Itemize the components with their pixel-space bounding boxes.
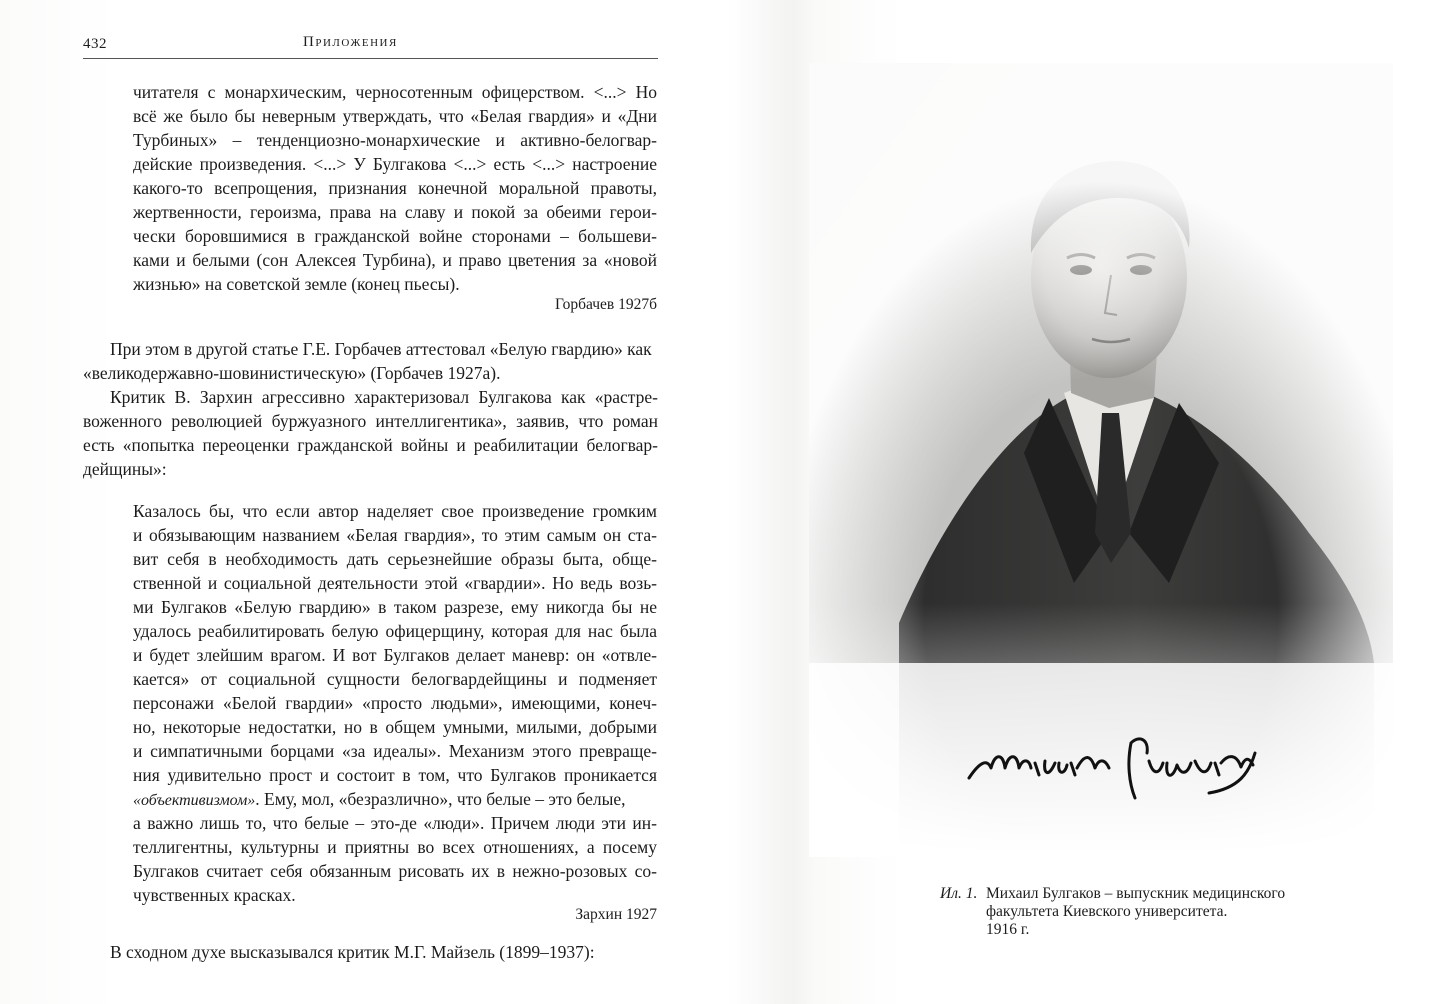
running-head: Приложения [303, 34, 398, 50]
quote2-line: вит себя в необходимость дать серьезнейшие образы быта, обще- [133, 549, 657, 569]
quote2-line: удалось реабилитировать белую офицерщину, которая для нас была [133, 621, 657, 641]
quote1-line: ками и белыми (сон Алексея Турбина), и право цветения за «новой [133, 250, 657, 270]
body-line: дейщины»: [83, 459, 167, 479]
quote2-line: Булгаков считает себя обязанным рисовать их в нежно-розовых со- [133, 861, 657, 881]
quote1-line: жертвенности, героизма, права на славу и покой за обеими герои- [133, 202, 657, 222]
caption-line: 1916 г. [986, 921, 1030, 938]
caption-label: Ил. 1. [940, 885, 978, 902]
page-header [83, 28, 658, 59]
quote2-line-mixed [133, 788, 657, 812]
caption-line: факультета Киевского университета. [986, 903, 1228, 920]
quote2-line: чувственных красках. [133, 885, 296, 905]
quote2-line: ственной и социальной деятельности этой «гвардии». Но ведь возь- [133, 573, 657, 593]
quote2-line: ния удивительно прост и состоит в том, что Булгаков проникается [133, 765, 657, 785]
quote2-line: а важно лишь то, что белые – это-де «люди». Причем люди эти ин- [133, 813, 657, 833]
caption-line: Михаил Булгаков – выпускник медицинского [986, 885, 1286, 902]
quote2-line: ми Булгаков «Белую гвардию» в таком разрезе, ему никогда бы не [133, 597, 657, 617]
quote1-line: какого-то всепрощения, признания конечной моральной правоты, [133, 178, 657, 198]
quote2-line: персонажи «Белой гвардии» «просто людьми», имеющими, конеч- [133, 693, 657, 713]
body-line: При этом в другой статье Г.Е. Горбачев аттестовал «Белую гвардию» как [110, 339, 652, 359]
quote1-line: всё же было бы неверным утверждать, что «Белая гвардия» и «Дни [133, 106, 657, 126]
emphasized-word: «объективизмом» [133, 792, 256, 809]
quote1-line: дейские произведения. <...> У Булгакова <...> есть <...> настроение [133, 154, 657, 174]
body-line: воженного революцией буржуазного интеллигентика», заявив, что роман [83, 411, 658, 431]
body-line: «великодержавно-шовинистическую» (Горбачев 1927а). [83, 363, 501, 383]
body-line: Критик В. Зархин агрессивно характеризовал Булгакова как «растре- [110, 387, 658, 407]
quote1-line: жизнью» на советской земле (конец пьесы). [133, 274, 460, 294]
quote1-line: чески боровшимися в гражданской войне сторонами – большеви- [133, 226, 657, 246]
quote1-source: Горбачев 1927б [555, 296, 657, 313]
quote1-line: Турбиных» – тенденциозно-монархические и активно-белогвар- [133, 130, 657, 150]
portrait-photo [809, 63, 1393, 857]
quote2-line: и обязывающим названием «Белая гвардия», то этим самым он ста- [133, 525, 657, 545]
quote2-line: но, некоторые недостатки, но в общем умными, милыми, добрыми [133, 717, 657, 737]
body-line: есть «попытка переоценки гражданской войны и реабилитации белогвар- [83, 435, 658, 455]
quote1-line: читателя с монархическим, черносотенным офицерством. <...> Но [133, 82, 657, 102]
quote2-line: и симпатичными борцами «за идеалы». Механизм этого превраще- [133, 741, 657, 761]
quote2-line: кается» от социальной сущности белогвардейщины и подменяет [133, 669, 657, 689]
page-number: 432 [83, 36, 107, 52]
body-line: В сходном духе высказывался критик М.Г. Майзель (1899–1937): [110, 942, 595, 962]
quote2-line-rest: . Ему, мол, «безразлично», что белые – это белые, [255, 789, 626, 809]
quote2-line: теллигентны, культурны и приятны во всех отношениях, а посему [133, 837, 657, 857]
quote2-source: Зархин 1927 [575, 906, 657, 923]
quote2-line: и будет злейшим врагом. И вот Булгаков делает маневр: он «отвле- [133, 645, 657, 665]
quote2-line: Казалось бы, что если автор наделяет свое произведение громким [133, 501, 657, 521]
